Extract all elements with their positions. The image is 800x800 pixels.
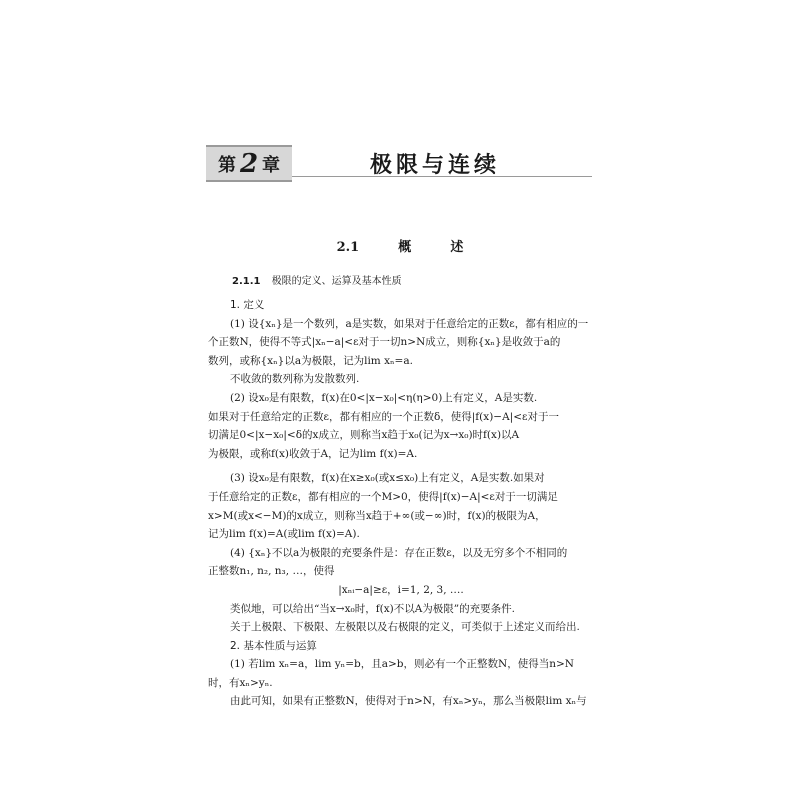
text-line: 时，有xₙ>yₙ. — [208, 676, 273, 689]
text-line: 数列，或称{xₙ}以a为极限，记为lim xₙ=a. — [208, 354, 413, 367]
chapter-label-box — [206, 145, 292, 182]
section-title-a: 概 — [398, 240, 412, 255]
section-number: 2.1 — [336, 240, 360, 255]
text-line: 由此可知，如果有正整数N，使得对于n>N，有xₙ>yₙ，那么当极限lim xₙ与 — [230, 695, 587, 708]
text-line: 不收敛的数列称为发散数列. — [230, 373, 360, 386]
section-title-b: 述 — [450, 240, 464, 255]
text-line: (2) 设x₀是有限数，f(x)在0<|x−x₀|<η(η>0)上有定义，A是实数. — [230, 391, 538, 404]
section-title — [0, 236, 800, 255]
heading-properties: 2. 基本性质与运算 — [230, 639, 317, 652]
text-line: (1) 设{xₙ}是一个数列，a是实数，如果对于任意给定的正数ε，都有相应的一 — [230, 317, 589, 330]
text-line: 个正数N，使得不等式|xₙ−a|<ε对于一切n>N成立，则称{xₙ}是收敛于a的 — [208, 336, 561, 349]
text-line: 为极限，或称f(x)收敛于A，记为lim f(x)=A. — [208, 447, 418, 460]
subsection-title — [232, 272, 402, 287]
chapter-prefix: 第 — [217, 154, 236, 176]
text-line: (3) 设x₀是有限数，f(x)在x≥x₀(或x≤x₀)上有定义，A是实数.如果对 — [230, 472, 545, 485]
body-text — [208, 296, 594, 711]
chapter-number: 2 — [239, 148, 259, 179]
text-line: 切满足0<|x−x₀|<δ的x成立，则称当x趋于x₀(记为x→x₀)时f(x)以A — [208, 429, 520, 442]
subsection-text: 极限的定义、运算及基本性质 — [271, 276, 402, 287]
formula-line: |xₙᵢ−a|≥ε，i=1, 2, 3, …. — [338, 583, 464, 596]
text-line: 于任意给定的正数ε，都有相应的一个M>0，使得|f(x)−A|<ε对于一切满足 — [208, 490, 558, 503]
chapter-label — [206, 147, 292, 180]
chapter-title: 极限与连续 — [370, 153, 501, 178]
subsection-number: 2.1.1 — [232, 276, 261, 287]
text-line: 记为lim f(x)=A(或lim f(x)=A). — [208, 528, 360, 541]
text-line: (4) {xₙ}不以a为极限的充要条件是：存在正数ε，以及无穷多个不相同的 — [230, 546, 568, 559]
heading-definition: 1. 定义 — [230, 299, 265, 311]
text-line: 类似地，可以给出“当x→x₀时，f(x)不以A为极限”的充要条件. — [230, 602, 516, 615]
text-line: 如果对于任意给定的正数ε，都有相应的一个正数δ，使得|f(x)−A|<ε对于一 — [208, 410, 559, 423]
text-line: 关于上极限、下极限、左极限以及右极限的定义，可类似于上述定义而给出. — [230, 621, 580, 634]
text-line: x>M(或x<−M)的x成立，则称当x趋于+∞(或−∞)时，f(x)的极限为A， — [208, 509, 546, 522]
text-line: (1) 若lim xₙ=a，lim yₙ=b，且a>b，则必有一个正整数N，使得当n>N — [230, 658, 574, 671]
chapter-suffix: 章 — [262, 154, 281, 176]
text-line: 正整数n₁, n₂, n₃, …，使得 — [208, 565, 335, 578]
